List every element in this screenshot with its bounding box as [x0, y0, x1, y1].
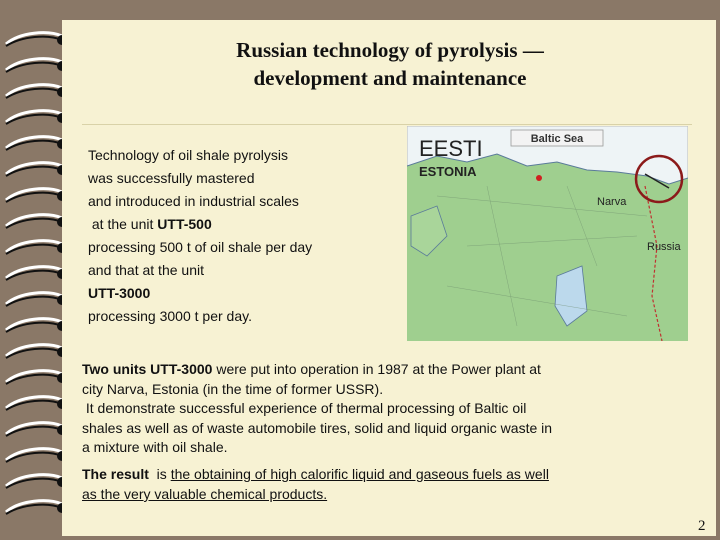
binding-ring-icon	[0, 132, 70, 158]
binding-ring-icon	[0, 288, 70, 314]
unit-utt-500: UTT-500	[157, 216, 212, 232]
paragraph-line: shales as well as of waste automobile tires, solid and liquid organic waste in	[82, 419, 553, 436]
intro-line: Technology of oil shale pyrolysis	[88, 147, 288, 163]
intro-line	[88, 282, 398, 305]
binding-ring-icon	[0, 236, 70, 262]
paragraph-line: city Narva, Estonia (in the time of former USSR).	[82, 380, 384, 397]
binding-ring-icon	[0, 184, 70, 210]
map-estonia-label: ESTONIA	[419, 164, 477, 179]
binding-ring-icon	[0, 314, 70, 340]
result-text-underlined: as the very valuable chemical products.	[82, 486, 328, 502]
intro-line: was successfully mastered	[88, 170, 255, 186]
paragraph-line	[82, 360, 682, 380]
title-line-1: Russian technology of pyrolysis —	[236, 38, 544, 62]
narva-paragraph	[82, 360, 682, 458]
intro-line	[88, 213, 398, 236]
map-baltic-sea-label: Baltic Sea	[530, 133, 584, 145]
binding-ring-icon	[0, 54, 70, 80]
binding-ring-icon	[0, 158, 70, 184]
paragraph-line: a mixture with oil shale.	[82, 439, 228, 455]
intro-line: and that at the unit	[88, 262, 204, 278]
two-units-label: Two units UTT-3000	[82, 361, 213, 377]
result-paragraph	[82, 464, 682, 504]
map-russia-label: Russia	[647, 241, 681, 253]
binding-ring-icon	[0, 496, 70, 522]
map-eesti-label: EESTI	[419, 136, 483, 161]
binding-ring-icon	[0, 80, 70, 106]
intro-line: and introduced in industrial scales	[88, 193, 299, 209]
binding-ring-icon	[0, 106, 70, 132]
binding-ring-icon	[0, 28, 70, 54]
intro-line: processing 500 t of oil shale per day	[88, 239, 313, 255]
slide-title	[120, 36, 660, 92]
binding-ring-icon	[0, 470, 70, 496]
binding-ring-icon	[0, 392, 70, 418]
binding-ring-icon	[0, 210, 70, 236]
binding-ring-icon	[0, 262, 70, 288]
paragraph-text: is	[148, 466, 171, 482]
result-label: The result	[82, 466, 149, 482]
page-number: 2	[698, 518, 706, 534]
intro-text	[88, 144, 398, 328]
binding-ring-icon	[0, 418, 70, 444]
estonia-map	[407, 126, 688, 341]
unit-utt-3000: UTT-3000	[88, 285, 151, 301]
map-narva-label: Narva	[597, 196, 627, 208]
paragraph-line: It demonstrate successful experience of thermal processing of Baltic oil	[82, 400, 527, 416]
intro-line-prefix: at the unit	[88, 216, 158, 232]
title-divider	[82, 124, 692, 125]
result-text-underlined: the obtaining of high calorific liquid and gaseous fuels as well	[170, 466, 549, 482]
intro-line: processing 3000 t per day.	[88, 308, 252, 324]
paragraph-line	[82, 464, 682, 484]
binding-ring-icon	[0, 340, 70, 366]
binding-ring-icon	[0, 444, 70, 470]
paragraph-text: were put into operation in 1987 at the Power plant at	[212, 361, 541, 377]
title-line-2: development and maintenance	[253, 66, 527, 90]
binding-ring-icon	[0, 366, 70, 392]
